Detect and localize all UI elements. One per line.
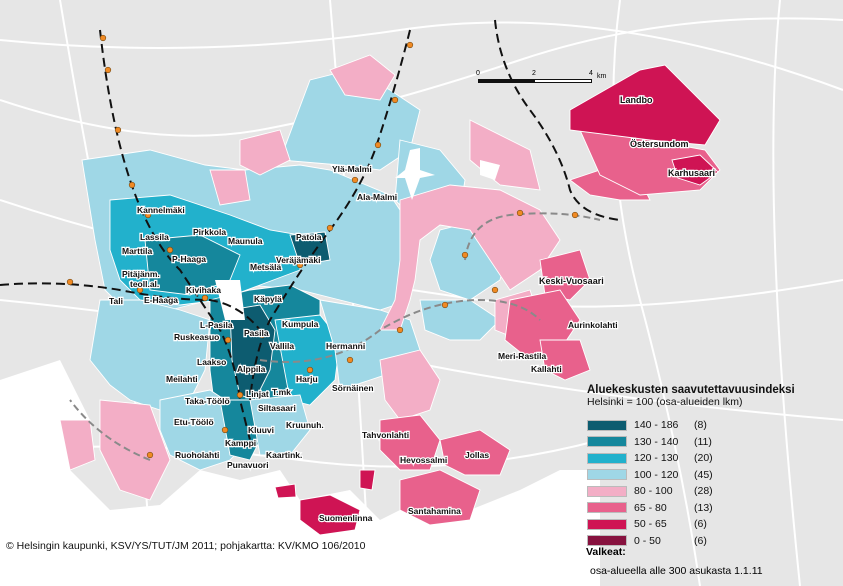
legend-count: (20) — [694, 452, 713, 465]
label-kapyla: Käpylä — [254, 294, 282, 304]
label-meilahti: Meilahti — [166, 374, 198, 384]
legend-item — [587, 434, 832, 451]
legend-count: (45) — [694, 468, 713, 481]
legend-item — [587, 483, 832, 500]
legend-item — [587, 467, 832, 484]
legend-range: 130 - 140 — [634, 435, 679, 448]
scale-label-4: 4 — [589, 70, 593, 77]
legend-swatch — [587, 453, 627, 464]
label-teoll-al: teoll.al. — [130, 279, 160, 289]
label-kruunuhaka: Kruunuh. — [286, 420, 324, 430]
label-l-pasila: L-Pasila — [200, 320, 233, 330]
legend — [587, 384, 832, 549]
label-metsala: Metsälä — [250, 262, 282, 272]
label-lassila: Lassila — [140, 232, 169, 242]
label-tmk: T.mk — [272, 387, 291, 397]
scale-unit: km — [597, 73, 607, 80]
label-landbo: Landbo — [620, 95, 653, 105]
label-kallahti: Kallahti — [531, 364, 562, 374]
legend-swatch — [587, 486, 627, 497]
label-jollas: Jollas — [465, 450, 490, 460]
legend-title: Aluekeskusten saavutettavuusindeksi — [587, 384, 795, 396]
label-etu-toolo: Etu-Töölö — [174, 417, 214, 427]
legend-swatch — [587, 420, 627, 431]
label-kannelmaki: Kannelmäki — [137, 205, 185, 215]
legend-range: 140 - 186 — [634, 419, 679, 432]
label-p-haaga: P-Haaga — [172, 254, 207, 264]
label-pitajanmaki: Pitäjänm. — [122, 269, 160, 279]
legend-swatch — [587, 502, 627, 513]
legend-count: (6) — [694, 518, 707, 531]
label-marttila: Marttila — [122, 246, 153, 256]
legend-range: 80 - 100 — [634, 485, 673, 498]
legend-item — [587, 417, 832, 434]
label-pasila: Pasila — [244, 328, 269, 338]
legend-count: (6) — [694, 534, 707, 547]
label-punavuori: Punavuori — [227, 460, 269, 470]
label-sornainen: Sörnäinen — [332, 383, 374, 393]
legend-count: (13) — [694, 501, 713, 514]
legend-swatch — [587, 535, 627, 546]
legend-subtitle: Helsinki = 100 (osa-alueiden lkm) — [587, 396, 743, 408]
legend-swatch — [587, 436, 627, 447]
label-tahvonlahti: Tahvonlahti — [362, 430, 410, 440]
scale-label-0: 0 — [476, 70, 480, 77]
label-laakso: Laakso — [197, 357, 227, 367]
label-alppila: Alppila — [237, 364, 266, 374]
label-kaartinkaupunki: Kaartink. — [266, 450, 303, 460]
white-areas-note — [586, 546, 763, 577]
label-ruskeasuo: Ruskeasuo — [174, 332, 220, 342]
label-kivihaka: Kivihaka — [186, 285, 221, 295]
label-keski-vuosaari: Keski-Vuosaari — [539, 276, 604, 286]
label-ostersundom: Östersundom — [630, 139, 689, 149]
legend-count: (11) — [694, 435, 712, 448]
label-yla-malmi: Ylä-Malmi — [332, 164, 372, 174]
label-ala-malmi: Ala-Malmi — [357, 192, 398, 202]
label-aurinkolahti: Aurinkolahti — [568, 320, 618, 330]
label-meri-rastila: Meri-Rastila — [498, 351, 547, 361]
legend-swatch — [587, 469, 627, 480]
legend-swatch — [587, 519, 627, 530]
label-taka-toolo: Taka-Töölö — [185, 396, 230, 406]
legend-count: (28) — [694, 485, 713, 498]
copyright-text: © Helsingin kaupunki, KSV/YS/TUT/JM 2011; pohjakartta: KV/KMO 106/2010 — [6, 540, 366, 552]
legend-range: 65 - 80 — [634, 501, 667, 514]
label-patola: Patola — [296, 232, 322, 242]
label-hevossalmi: Hevossalmi — [400, 455, 448, 465]
label-kumpula: Kumpula — [282, 319, 319, 329]
label-kluuvi: Kluuvi — [248, 425, 274, 435]
scale-bar-graphic — [478, 79, 592, 83]
legend-range: 0 - 50 — [634, 534, 661, 547]
label-karhusaari: Karhusaari — [668, 168, 716, 178]
scale-bar — [474, 70, 607, 96]
label-suomenlinna: Suomenlinna — [319, 513, 373, 523]
legend-range: 120 - 130 — [634, 452, 679, 465]
white-areas-description: osa-alueella alle 300 asukasta 1.1.11 — [590, 565, 763, 577]
label-tali: Tali — [109, 296, 124, 306]
label-linjat: Linjat — [246, 389, 269, 399]
label-ruoholahti: Ruoholahti — [175, 450, 220, 460]
legend-range: 50 - 65 — [634, 518, 667, 531]
label-vallila: Vallila — [270, 341, 295, 351]
label-siltasaari: Siltasaari — [258, 403, 296, 413]
legend-item — [587, 500, 832, 517]
label-pirkkola: Pirkkola — [193, 227, 227, 237]
label-kamppi: Kamppi — [225, 438, 257, 448]
scale-label-2: 2 — [532, 70, 536, 77]
label-e-haaga: E-Haaga — [144, 295, 179, 305]
white-areas-title: Valkeat: — [586, 546, 626, 558]
legend-count: (8) — [694, 419, 707, 432]
label-verajamaki: Veräjämäki — [276, 255, 321, 265]
label-hermanni: Hermanni — [326, 341, 366, 351]
legend-item — [587, 516, 832, 533]
label-santahamina: Santahamina — [408, 506, 461, 516]
label-maunula: Maunula — [228, 236, 263, 246]
label-harju: Harju — [296, 374, 318, 384]
legend-range: 100 - 120 — [634, 468, 679, 481]
legend-item — [587, 450, 832, 467]
